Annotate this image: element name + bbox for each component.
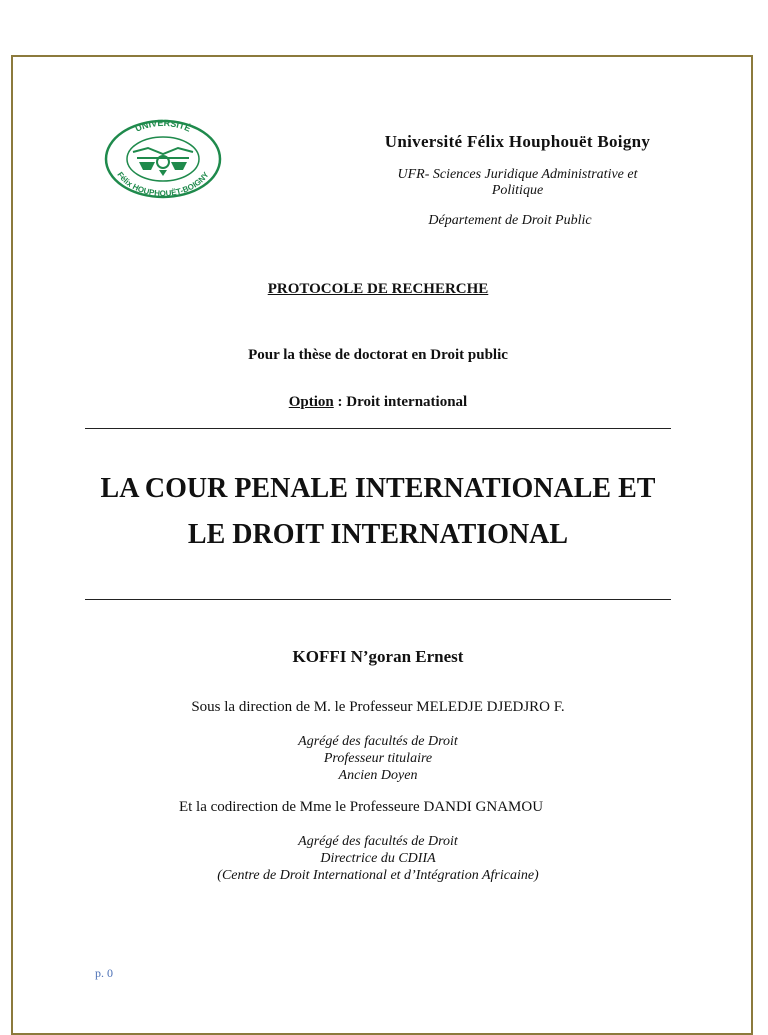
co-supervisor-title-1: Agrégé des facultés de Droit: [298, 834, 458, 849]
supervisor-titles: [0, 733, 756, 784]
supervisor-line: Sous la direction de M. le Professeur MELEDJE DJEDJRO F.: [191, 699, 565, 715]
co-supervisor-title-3: (Centre de Droit International et d’Intégration Africaine): [217, 868, 539, 883]
thesis-title: [0, 466, 756, 558]
thesis-line: Pour la thèse de doctorat en Droit public: [248, 347, 508, 363]
divider-top: [85, 428, 671, 429]
supervisor-title-2: Professeur titulaire: [323, 751, 433, 766]
protocol-heading: PROTOCOLE DE RECHERCHE: [267, 281, 489, 297]
option-value: : Droit international: [333, 394, 468, 410]
department-name: Département de Droit Public: [428, 213, 592, 228]
page-number: p. 0: [95, 966, 113, 980]
author-name: KOFFI N’goran Ernest: [292, 647, 464, 666]
title-line-1: LA COUR PENALE INTERNATIONALE ET: [100, 473, 656, 504]
ufr-line-1: UFR- Sciences Juridique Administrative et: [397, 167, 638, 182]
divider-bottom: [85, 599, 671, 600]
university-name: Université Félix Houphouët Boigny: [384, 132, 651, 151]
university-seal-icon: [103, 118, 223, 200]
svg-text:Félix HOUPHOUËT-BOIGNY: Félix HOUPHOUËT-BOIGNY: [115, 170, 211, 199]
ufr-line-2: Politique: [491, 183, 544, 198]
option-label: Option: [288, 394, 334, 410]
co-supervisor-title-2: Directrice du CDIIA: [320, 851, 436, 866]
university-logo: [103, 118, 223, 200]
co-supervisor-line: Et la codirection de Mme le Professeure DANDI GNAMOU: [178, 799, 544, 815]
title-line-2: LE DROIT INTERNATIONAL: [187, 519, 569, 550]
option-line: [0, 394, 756, 411]
supervisor-title-3: Ancien Doyen: [338, 768, 418, 783]
co-supervisor-titles: [0, 833, 756, 884]
ufr-name: [380, 167, 655, 199]
supervisor-title-1: Agrégé des facultés de Droit: [298, 734, 458, 749]
svg-text:UNIVERSITÉ: UNIVERSITÉ: [133, 118, 193, 134]
